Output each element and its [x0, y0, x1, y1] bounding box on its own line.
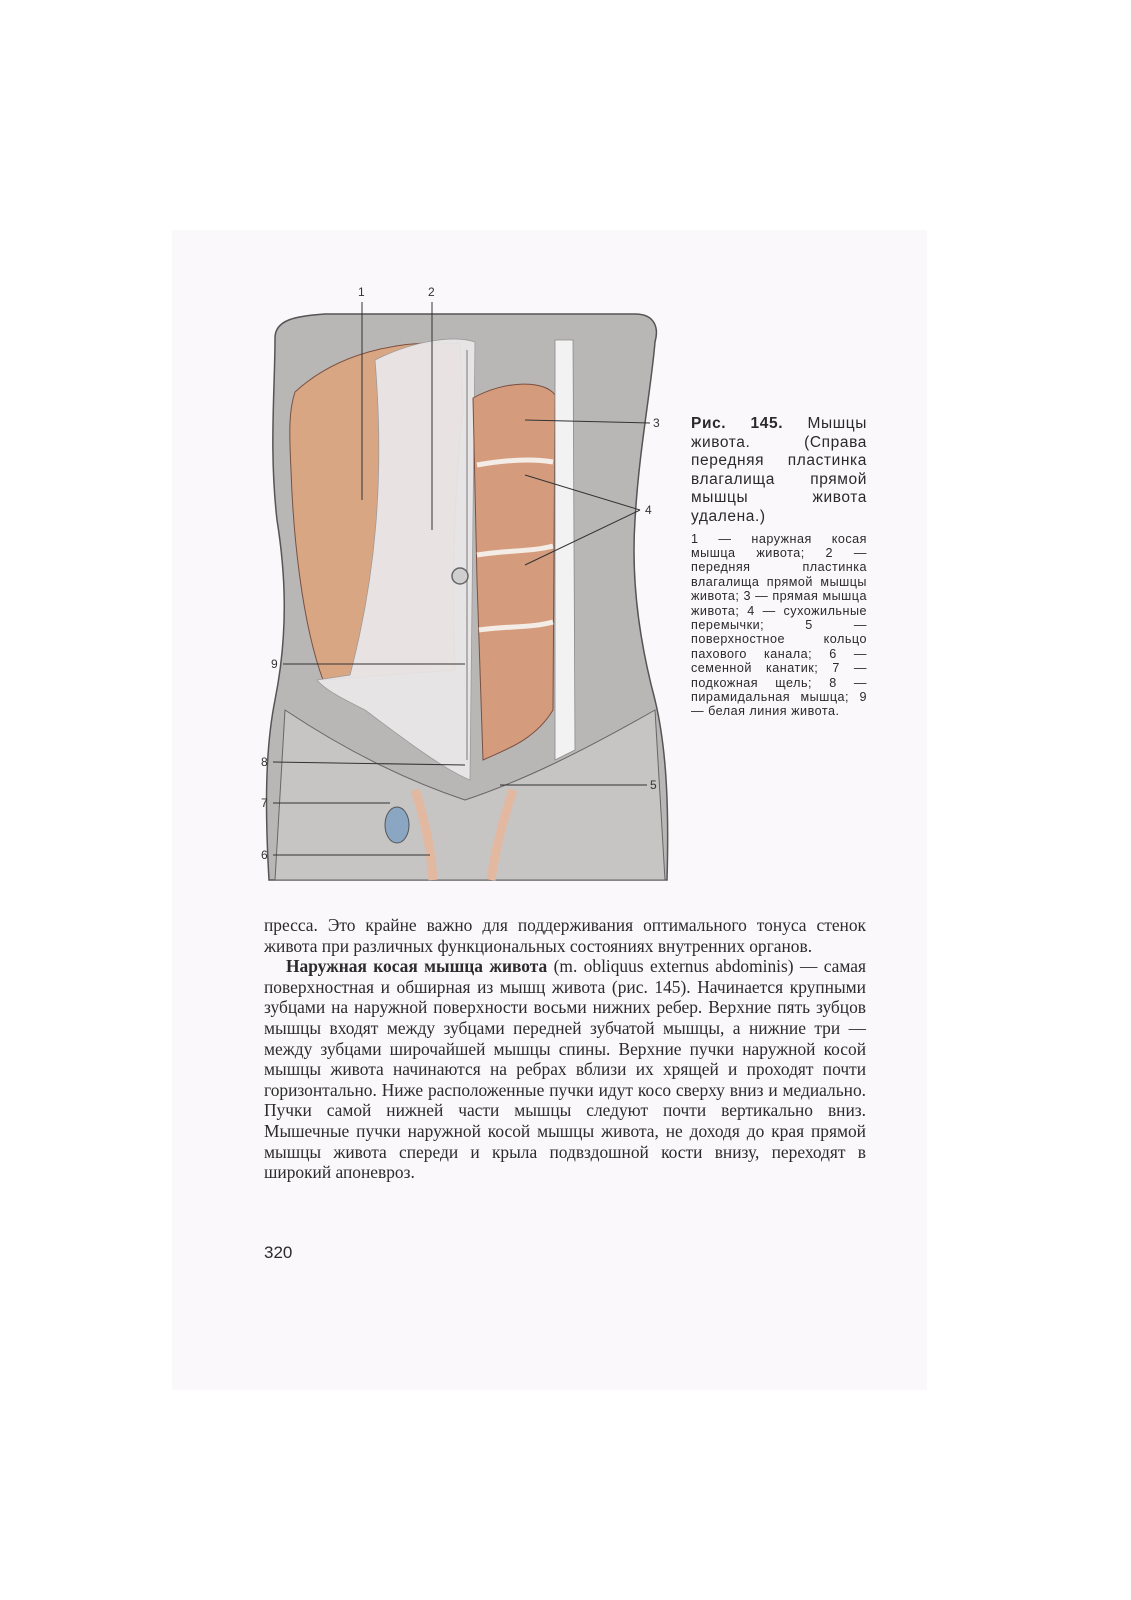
- paragraph-2: [264, 956, 866, 1183]
- paragraph-2-text: — самая поверхностная и обширная из мышц живота (рис. 145). Начинается крупными зубцами на наружной поверхности восьми нижних ребер. Верхние пять зубцов мышцы входят между зубцами передней зубчатой мышцы, а нижние три — между зубцами широчайшей мышцы спины. Верхние пучки наружной косой мышцы живота начинаются на ребрах вблизи их хрящей и проходят почти горизонтально. Ниже расположенные пучки идут косо сверху вниз и медиально. Пучки самой нижней части мышцы следуют почти вертикально вниз. Мышечные пучки наружной косой мышцы живота, не доходя до края прямой мышцы живота спереди и крыла подвздошной кости внизу, переходят в широкий апоневроз.: [264, 956, 866, 1183]
- leader-label-4: 4: [645, 503, 652, 517]
- leader-label-6: 6: [261, 848, 268, 862]
- body-text: [264, 915, 866, 1183]
- rectus-abdominis-muscle: [473, 384, 555, 760]
- abdominal-muscles-drawing: [255, 280, 675, 890]
- term-bold: Наружная косая мышца живота: [286, 956, 548, 977]
- navel: [452, 568, 468, 584]
- latin-term: (m. obliquus externus abdominis): [553, 956, 794, 977]
- leader-label-2: 2: [428, 285, 435, 299]
- leader-label-9: 9: [271, 657, 278, 671]
- saphenous-opening: [385, 807, 409, 843]
- caption-legend: 1 — наружная косая мышца живота; 2 — передняя пластинка влагалища прямой мышцы живота; 3 — прямая мышца живота; 4 — сухожильные перемычки; 5 — поверхностное кольцо пахового канала; 6 — семенной канатик; 7 — подкожная щель; 8 — пирамидальная мышца; 9 — белая линия живота.: [691, 531, 867, 719]
- leader-label-8: 8: [261, 755, 268, 769]
- leader-label-1: 1: [358, 285, 365, 299]
- figure-caption: [691, 415, 867, 719]
- anatomy-illustration: [255, 280, 675, 890]
- paragraph-1: пресса. Это крайне важно для поддерживания оптимального тонуса стенок живота при различных функциональных состояниях внутренних органов.: [264, 915, 866, 956]
- figure-number: Рис. 145.: [691, 415, 784, 432]
- leader-label-5: 5: [650, 778, 657, 792]
- caption-title-text: Мышцы живота. (Справа передняя пластинка влагалища прямой мышцы живота удалена.): [691, 415, 867, 525]
- page-number: 320: [264, 1243, 293, 1262]
- leader-label-7: 7: [261, 796, 268, 810]
- caption-title: [691, 415, 867, 527]
- leader-label-3: 3: [653, 416, 660, 430]
- sheath-edge: [555, 340, 575, 760]
